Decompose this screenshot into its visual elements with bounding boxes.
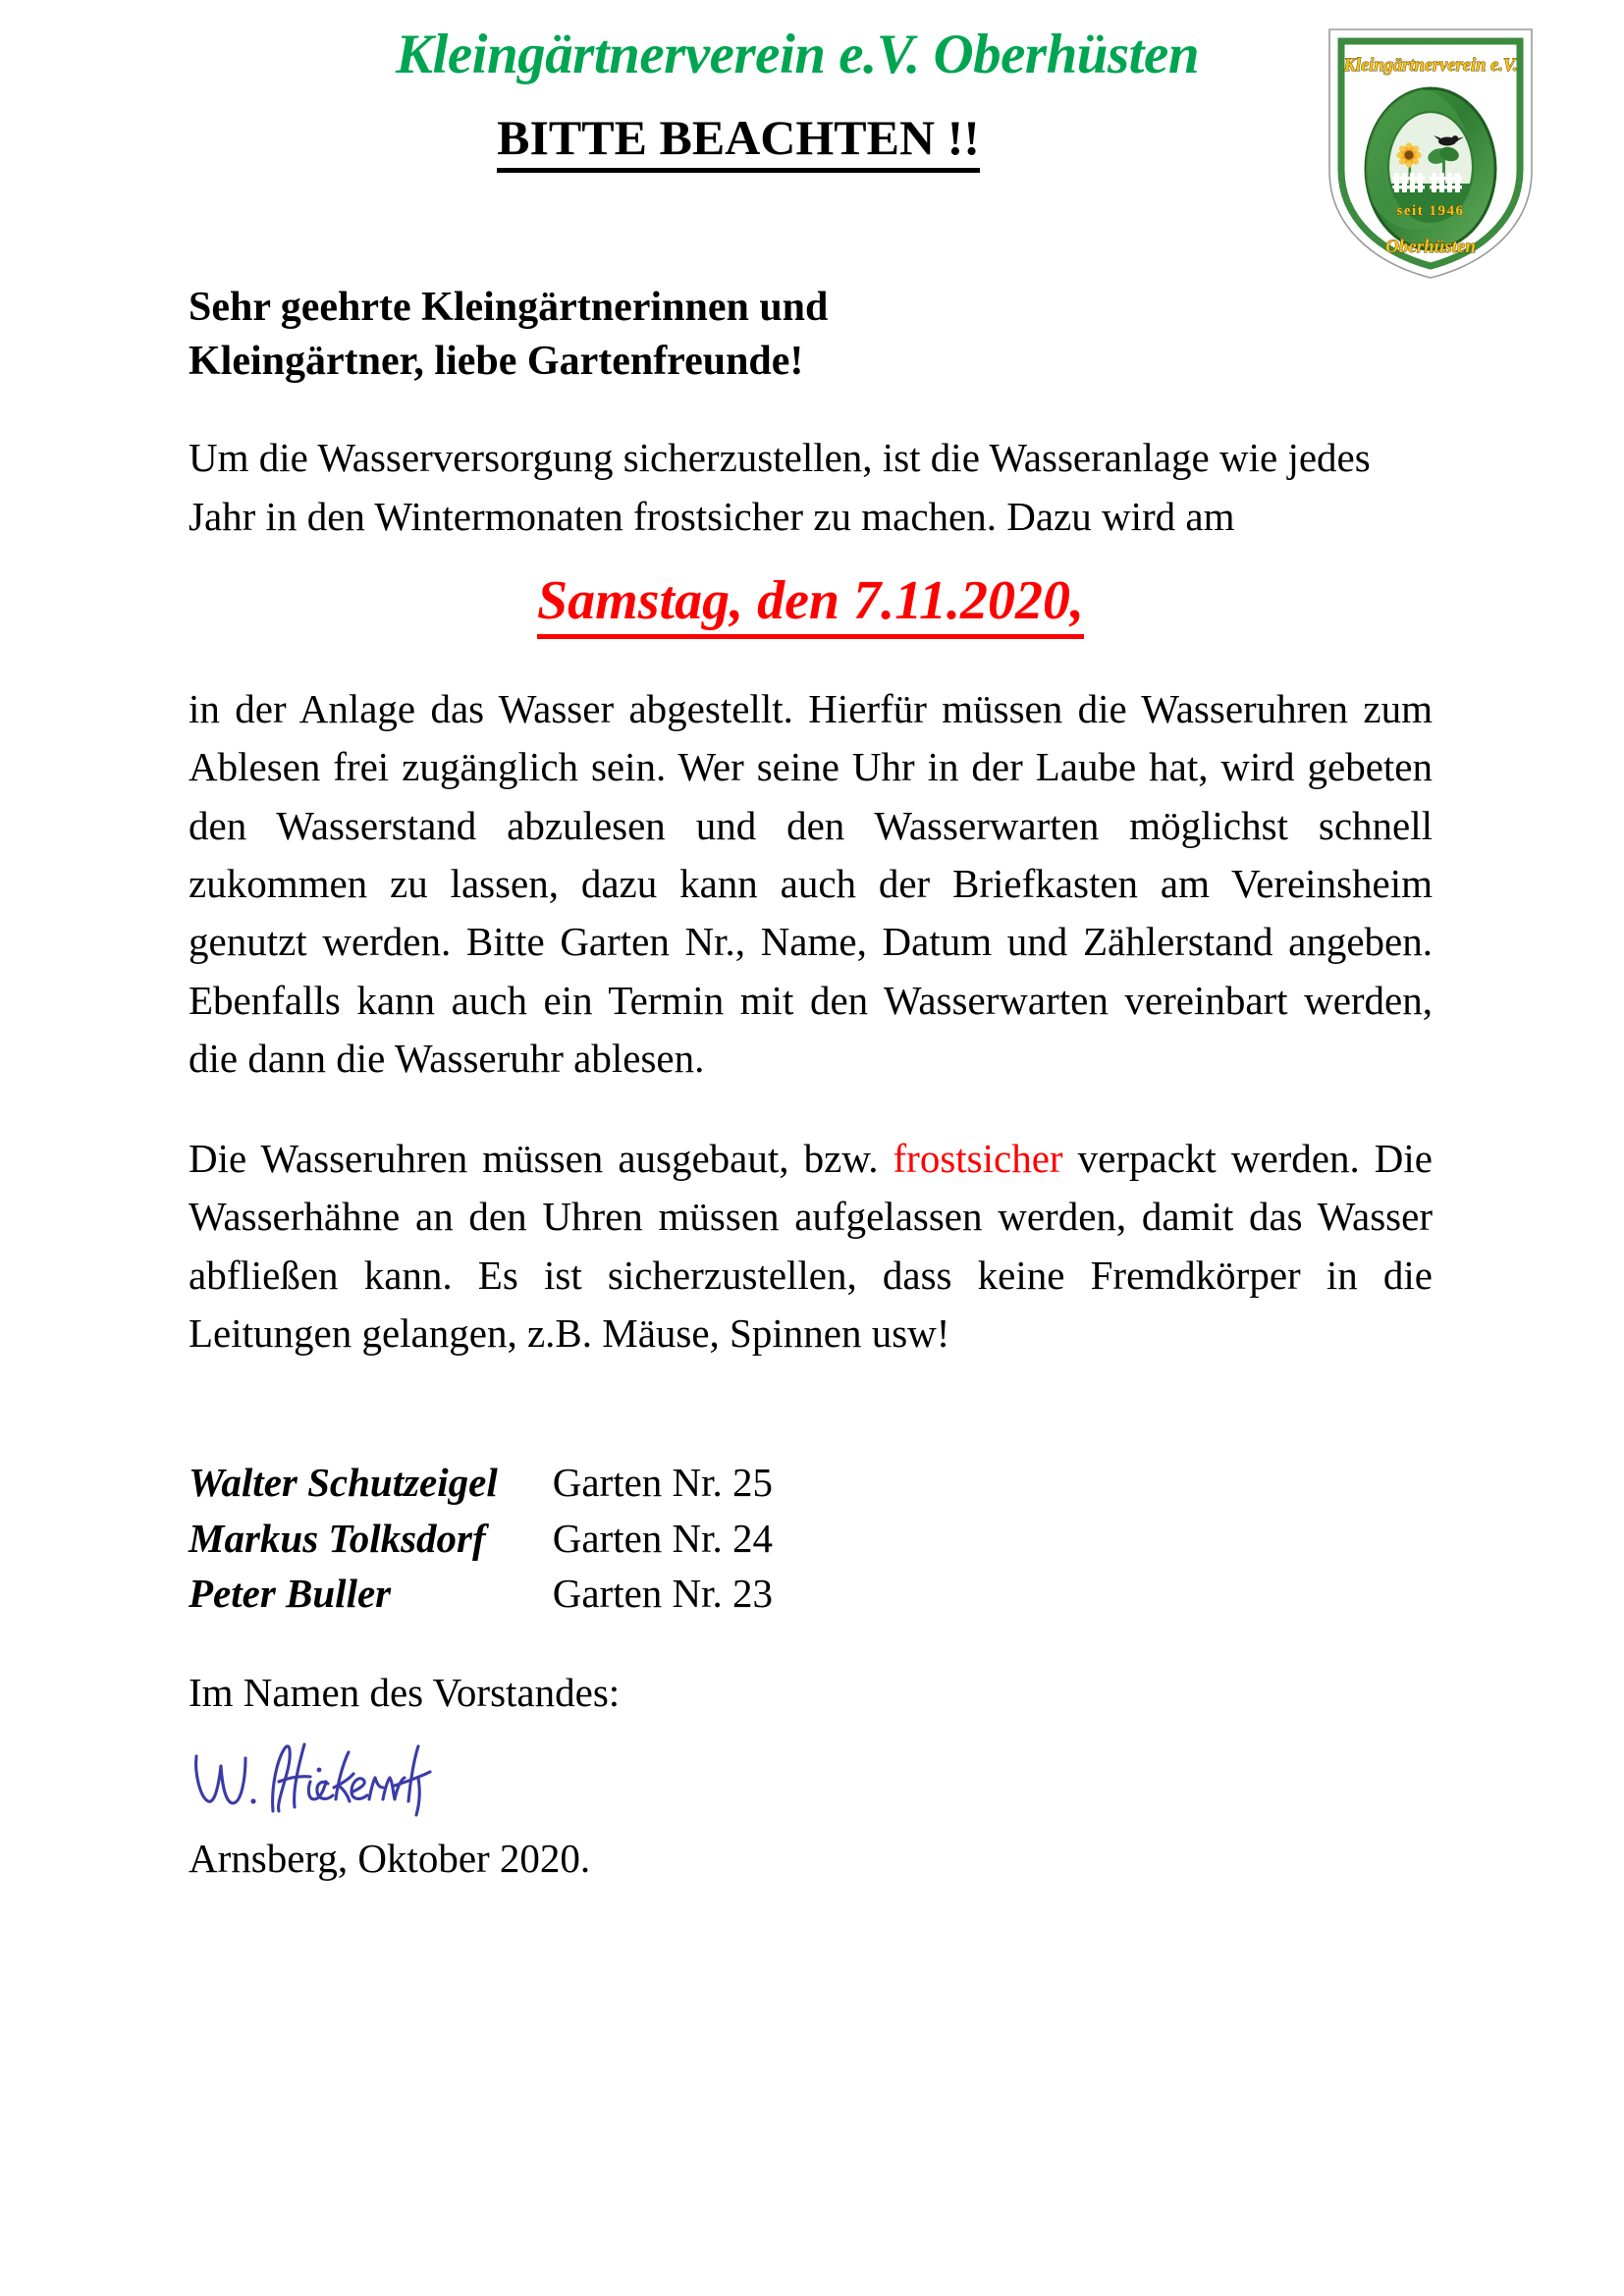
body-paragraph-2-part-1: Die Wasseruhren müssen ausgebaut, bzw. (189, 1135, 893, 1181)
signers-table (189, 1457, 773, 1623)
closing-line: Im Namen des Vorstandes: (189, 1669, 621, 1715)
salutation-line-2: Kleingärtner, liebe Gartenfreunde! (189, 338, 804, 384)
signature-image (189, 1727, 1433, 1831)
signer-garden: Garten Nr. 25 (552, 1460, 774, 1506)
body-paragraph-2-part-2: verpackt werden. Die Wasserhähne an den Uhren müssen aufgelassen werden, damit das Wasser abfließen kann. Es ist sicherzustellen, dass keine Fremdkörper in die Leitungen gelangen, z.B. Mäuse, Spinnen usw! (189, 1135, 1433, 1357)
document-body (0, 281, 1624, 1885)
signer-name: Markus Tolksdorf (189, 1515, 486, 1561)
handwritten-signature-icon (189, 1727, 493, 1831)
signer-name: Walter Schutzeigel (189, 1460, 498, 1506)
salutation (189, 281, 1433, 388)
date-highlight-text: Samstag, den 7.11.2020, (537, 571, 1084, 639)
frostsicher-highlight: frostsicher (893, 1135, 1063, 1181)
intro-paragraph: Um die Wasserversorgung sicherzustellen, ist die Wasseranlage wie jedes Jahr in den Wintermonaten frostsicher zu machen. Dazu wird am (189, 435, 1371, 539)
logo-year-text: seit 1946 (1396, 203, 1465, 219)
salutation-line-1: Sehr geehrte Kleingärtnerinnen und (189, 285, 829, 330)
place-date: Arnsberg, Oktober 2020. (189, 1836, 591, 1882)
body-paragraph-1: in der Anlage das Wasser abgestellt. Hierfür müssen die Wasseruhren zum Ablesen frei zugänglich sein. Wer seine Uhr in der Laube hat, wird gebeten den Wasserstand abzulesen und den Wasserwarten möglichst schnell zukommen zu lassen, dazu kann auch der Briefkasten am Vereinsheim genutzt werden. Bitte Garten Nr., Name, Datum und Zählerstand angeben. Ebenfalls kann auch ein Termin mit den Wasserwarten vereinbart werden, die dann die Wasseruhr ablesen. (189, 685, 1433, 1082)
date-highlight-line (189, 571, 1433, 639)
signer-garden: Garten Nr. 24 (552, 1515, 774, 1561)
signer-garden: Garten Nr. 23 (552, 1571, 774, 1617)
logo-top-text: Kleingärtnerverein e.V. (1343, 56, 1518, 76)
table-row (189, 1513, 773, 1568)
logo-bottom-text: Oberhüsten (1385, 237, 1476, 257)
signer-name: Peter Buller (189, 1571, 392, 1617)
club-logo (1322, 24, 1540, 284)
table-row (189, 1568, 773, 1623)
club-crest-icon (1322, 24, 1540, 284)
document-header (0, 0, 1624, 257)
body-paragraph-2 (189, 1130, 1433, 1363)
table-row (189, 1457, 773, 1512)
organization-title: Kleingärtnerverein e.V. Oberhüsten (395, 24, 1200, 85)
notice-title-text: BITTE BEACHTEN !! (497, 110, 980, 173)
